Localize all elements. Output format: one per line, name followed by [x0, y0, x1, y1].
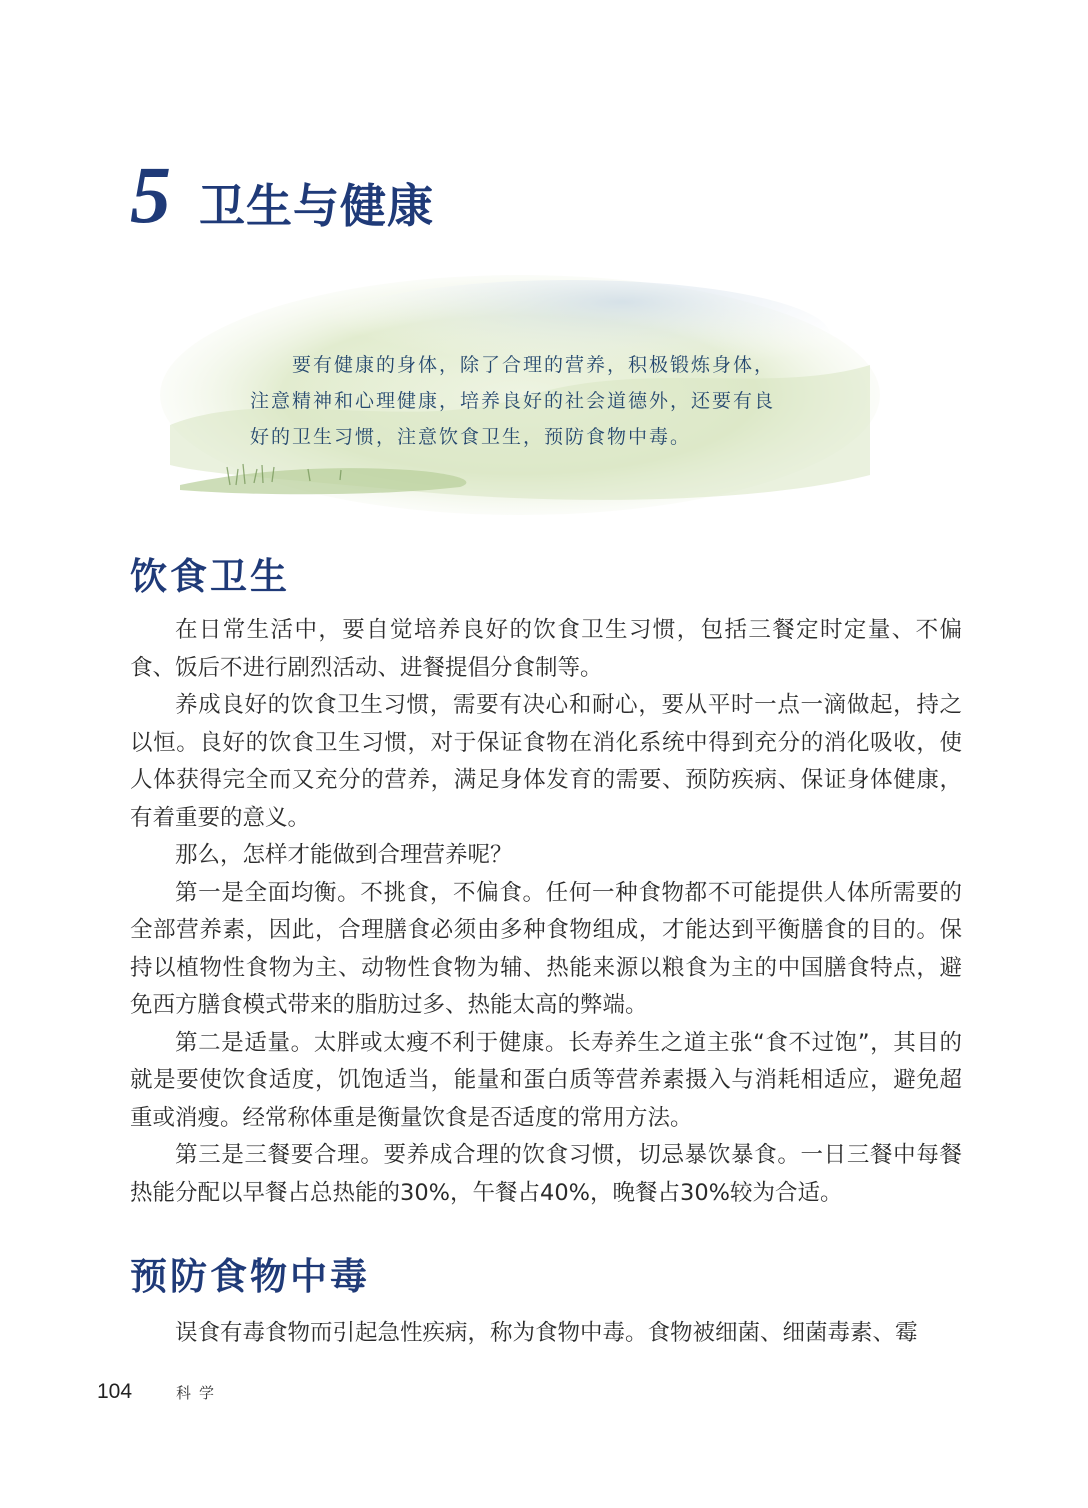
intro-text	[250, 347, 840, 455]
intro-box	[150, 275, 880, 530]
section-body-diet-hygiene	[130, 612, 962, 1212]
page-footer	[97, 1380, 222, 1404]
paragraph: 养成良好的饮食卫生习惯，需要有决心和耐心，要从平时一点一滴做起，持之以恒。良好的饮食卫生习惯，对于保证食物在消化系统中得到充分的消化吸收，使人体获得完全而又充分的营养，满足身体发育的需要、预防疾病、保证身体健康，有着重要的意义。	[130, 692, 962, 831]
paragraph: 那么，怎样才能做到合理营养呢？	[175, 842, 513, 868]
book-name: 科学	[176, 1384, 223, 1402]
paragraph: 第二是适量。太胖或太瘦不利于健康。长寿养生之道主张“食不过饱”，其目的就是要使饮食适度，饥饱适当，能量和蛋白质等营养素摄入与消耗相适应，避免超重或消瘦。经常称体重是衡量饮食是否适度的常用方法。	[130, 1029, 962, 1131]
paragraph: 第一是全面均衡。不挑食，不偏食。任何一种食物都不可能提供人体所需要的全部营养素，因此，合理膳食必须由多种食物组成，才能达到平衡膳食的目的。保持以植物性食物为主、动物性食物为辅、热能来源以粮食为主的中国膳食特点，避免西方膳食模式带来的脂肪过多、热能太高的弊端。	[130, 879, 962, 1018]
intro-line: 要有健康的身体，除了合理的营养，积极锻炼身体，	[292, 354, 776, 376]
section-body-food-poisoning	[130, 1315, 962, 1353]
chapter-number: 5	[130, 149, 171, 240]
intro-line: 注意精神和心理健康，培养良好的社会道德外，还要有良	[250, 390, 776, 412]
intro-line: 好的卫生习惯，注意饮食卫生，预防食物中毒。	[250, 426, 692, 448]
section-title-food-poisoning: 预防食物中毒	[130, 1255, 370, 1298]
chapter-title: 卫生与健康	[199, 179, 434, 233]
page-number: 104	[97, 1380, 133, 1403]
paragraph: 第三是三餐要合理。要养成合理的饮食习惯，切忌暴饮暴食。一日三餐中每餐热能分配以早餐占总热能的30%，午餐占40%，晚餐占30%较为合适。	[130, 1142, 962, 1206]
section-title-diet-hygiene: 饮食卫生	[130, 555, 290, 598]
paragraph: 误食有毒食物而引起急性疾病，称为食物中毒。食物被细菌、细菌毒素、霉	[175, 1320, 918, 1346]
paragraph: 在日常生活中，要自觉培养良好的饮食卫生习惯，包括三餐定时定量、不偏食、饭后不进行剧烈活动、进餐提倡分食制等。	[130, 617, 962, 681]
chapter-heading	[130, 150, 434, 240]
